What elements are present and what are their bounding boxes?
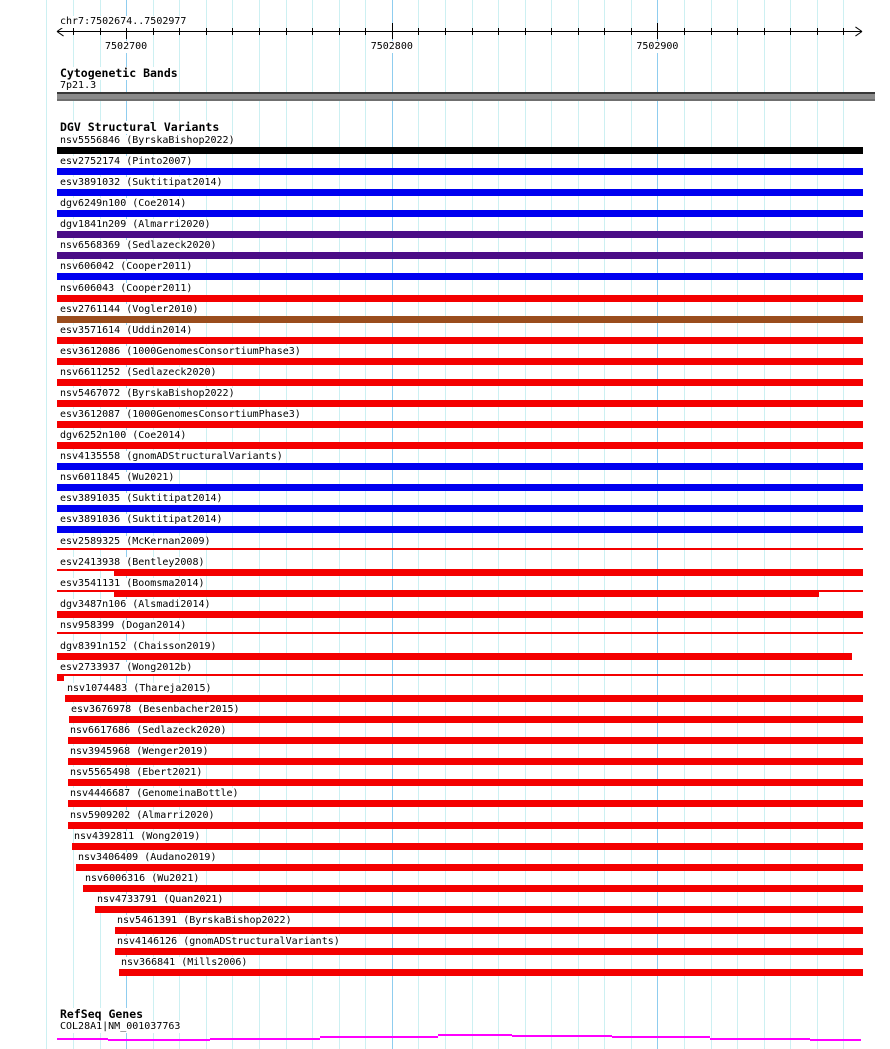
variant-label[interactable]: nsv3945968 (Wenger2019) [70,746,209,757]
region-title: chr7:7502674..7502977 [60,16,187,27]
variant-label[interactable]: esv3612086 (1000GenomesConsortiumPhase3) [60,346,301,357]
variant-bar[interactable] [57,147,863,154]
variant-label[interactable]: esv2752174 (Pinto2007) [60,156,193,167]
gene-intron-segment[interactable] [612,1036,710,1038]
ruler-tick-minor [472,28,473,35]
ruler-tick-minor [286,28,287,35]
gene-intron-segment[interactable] [438,1034,512,1036]
ruler-tick-minor [418,28,419,35]
variant-label[interactable]: esv3612087 (1000GenomesConsortiumPhase3) [60,409,301,420]
variant-label[interactable]: nsv366841 (Mills2006) [121,957,248,968]
ruler-tick-minor [445,28,446,35]
gene-intron-segment[interactable] [810,1039,861,1041]
ruler-tick-label: 7502700 [105,41,148,52]
variant-label[interactable]: nsv6006316 (Wu2021) [85,873,200,884]
variant-label[interactable]: nsv606043 (Cooper2011) [60,283,193,294]
variant-bar[interactable] [57,189,863,196]
variant-bar[interactable] [57,210,863,217]
variant-bar[interactable] [57,484,863,491]
variant-bar[interactable] [65,695,863,702]
ruler-tick-minor [551,28,552,35]
variant-bar[interactable] [68,779,863,786]
gene-intron-segment[interactable] [210,1038,320,1040]
variant-bar[interactable] [57,421,863,428]
variant-label[interactable]: esv3571614 (Uddin2014) [60,325,193,336]
variant-label[interactable]: esv2761144 (Vogler2010) [60,304,199,315]
variant-bar[interactable] [69,716,863,723]
variant-bar[interactable] [57,337,863,344]
variant-bar[interactable] [114,590,819,597]
ruler-tick-minor [631,28,632,35]
ruler-tick-minor [711,28,712,35]
ruler-tick-minor [232,28,233,35]
variant-bar[interactable] [57,526,863,533]
ruler-tick-minor [179,28,180,35]
variant-bar-thin[interactable] [819,590,863,592]
variant-label[interactable]: esv2413938 (Bentley2008) [60,557,205,568]
variant-label[interactable]: esv2589325 (McKernan2009) [60,536,211,547]
gene-intron-segment[interactable] [108,1039,210,1041]
variant-label[interactable]: dgv3487n106 (Alsmadi2014) [60,599,211,610]
ruler-tick-minor [790,28,791,35]
ruler-tick-minor [764,28,765,35]
variant-label[interactable]: nsv6568369 (Sedlazeck2020) [60,240,217,251]
variant-bar[interactable] [57,168,863,175]
ruler-tick-major [657,23,658,39]
variant-label[interactable]: nsv4446687 (GenomeinaBottle) [70,788,239,799]
ruler-tick-minor [73,28,74,35]
refseq-track-title: RefSeq Genes [60,1007,144,1021]
variant-bar[interactable] [115,927,863,934]
variant-label[interactable]: nsv5556846 (ByrskaBishop2022) [60,135,235,146]
ruler-tick-minor [498,28,499,35]
variant-label[interactable]: nsv6617686 (Sedlazeck2020) [70,725,227,736]
variant-bar[interactable] [57,252,863,259]
variant-bar[interactable] [72,843,863,850]
variant-bar[interactable] [57,379,863,386]
variant-bar[interactable] [76,864,863,871]
cytoband-bar [57,92,875,101]
variant-label[interactable]: nsv1074483 (Thareja2015) [67,683,212,694]
variant-label[interactable]: dgv6249n100 (Coe2014) [60,198,187,209]
variant-bar[interactable] [57,400,863,407]
gene-intron-segment[interactable] [512,1035,612,1037]
variant-label[interactable]: nsv3406409 (Audano2019) [78,852,217,863]
variant-label[interactable]: nsv4146126 (gnomADStructuralVariants) [117,936,340,947]
ruler-tick-minor [737,28,738,35]
variant-bar-thin[interactable] [57,590,114,592]
dgv-track-title: DGV Structural Variants [60,120,220,134]
variant-bar-thin[interactable] [57,548,863,550]
variant-label[interactable]: esv3676978 (Besenbacher2015) [71,704,240,715]
variant-label[interactable]: esv3891032 (Suktitipat2014) [60,177,223,188]
cytoband-track-title: Cytogenetic Bands [60,66,178,80]
ruler-tick-minor [817,28,818,35]
variant-bar-thin[interactable] [57,569,114,571]
variant-bar-thin[interactable] [64,674,863,676]
ruler-tick-minor [525,28,526,35]
refseq-gene-label: COL28A1|NM_001037763 [60,1021,181,1032]
variant-label[interactable]: nsv6611252 (Sedlazeck2020) [60,367,217,378]
ruler-tick-minor [578,28,579,35]
ruler-tick-minor [365,28,366,35]
variant-bar[interactable] [119,969,863,976]
cytoband-label: 7p21.3 [60,80,97,91]
variant-bar[interactable] [83,885,863,892]
variant-label[interactable]: dgv8391n152 (Chaisson2019) [60,641,217,652]
variant-bar[interactable] [57,674,64,681]
ruler-tick-label: 7502800 [370,41,413,52]
variant-label[interactable]: nsv4135558 (gnomADStructuralVariants) [60,451,283,462]
gene-intron-segment[interactable] [57,1038,108,1040]
variant-bar[interactable] [95,906,863,913]
variant-bar[interactable] [68,737,863,744]
variant-label[interactable]: nsv4392811 (Wong2019) [74,831,201,842]
variant-label[interactable]: esv3891036 (Suktitipat2014) [60,514,223,525]
variant-bar[interactable] [68,822,863,829]
variant-label[interactable]: nsv5565498 (Ebert2021) [70,767,203,778]
variant-bar[interactable] [57,295,863,302]
variant-bar[interactable] [68,800,863,807]
variant-bar[interactable] [115,948,863,955]
ruler-tick-major [392,23,393,39]
variant-label[interactable]: esv3891035 (Suktitipat2014) [60,493,223,504]
variant-label[interactable]: nsv606042 (Cooper2011) [60,261,193,272]
gene-intron-segment[interactable] [320,1036,438,1038]
variant-label[interactable]: dgv1841n209 (Almarri2020) [60,219,211,230]
variant-label[interactable]: esv3541131 (Boomsma2014) [60,578,205,589]
ruler-tick-minor [604,28,605,35]
gridline-minor [46,0,47,1049]
ruler-tick-label: 7502900 [636,41,679,52]
variant-label[interactable]: nsv5461391 (ByrskaBishop2022) [117,915,292,926]
variant-bar[interactable] [57,505,863,512]
variant-label[interactable]: dgv6252n100 (Coe2014) [60,430,187,441]
ruler-tick-minor [684,28,685,35]
variant-bar-thin[interactable] [57,632,863,634]
variant-label[interactable]: esv2733937 (Wong2012b) [60,662,193,673]
ruler-tick-minor [843,28,844,35]
variant-bar[interactable] [114,569,863,576]
variant-label[interactable]: nsv5909202 (Almarri2020) [70,810,215,821]
variant-label[interactable]: nsv4733791 (Quan2021) [97,894,224,905]
variant-label[interactable]: nsv6011845 (Wu2021) [60,472,175,483]
ruler-tick-minor [259,28,260,35]
ruler-tick-minor [153,28,154,35]
variant-bar[interactable] [57,442,863,449]
variant-bar[interactable] [57,463,863,470]
ruler-tick-minor [206,28,207,35]
ruler-tick-minor [312,28,313,35]
variant-bar[interactable] [57,316,863,323]
ruler-tick-minor [100,28,101,35]
variant-bar[interactable] [68,758,863,765]
variant-bar[interactable] [57,273,863,280]
variant-label[interactable]: nsv5467072 (ByrskaBishop2022) [60,388,235,399]
ruler-tick-minor [339,28,340,35]
variant-label[interactable]: nsv958399 (Dogan2014) [60,620,187,631]
ruler-axis [57,31,861,32]
variant-bar[interactable] [57,611,863,618]
variant-bar[interactable] [57,358,863,365]
variant-bar[interactable] [57,653,852,660]
gene-intron-segment[interactable] [710,1038,810,1040]
variant-bar[interactable] [57,231,863,238]
